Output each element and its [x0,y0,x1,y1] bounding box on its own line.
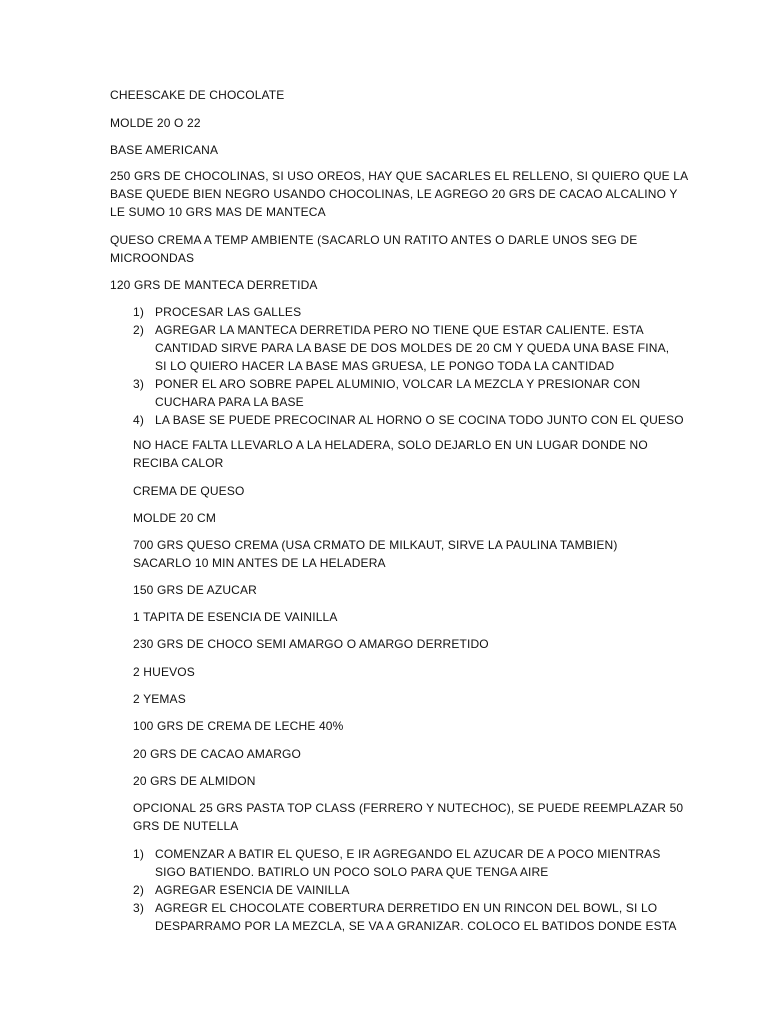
cream-steps-list [133,845,677,935]
cheese-temp-line: QUESO CREMA A TEMP AMBIENTE (SACARLO UN RATITO ANTES O DARLE UNOS SEG DE [110,233,638,247]
cheese-temp-paragraph [110,231,637,267]
cream-cheese-line: SACARLO 10 MIN ANTES DE LA HELADERA [133,556,386,570]
list-number: 3) [133,901,144,915]
list-item [133,881,677,899]
base-paragraph-line: 250 GRS DE CHOCOLINAS, SI USO OREOS, HAY QUE SACARLES EL RELLENO, SI QUIERO QUE LA [110,169,689,183]
list-item [133,411,684,429]
ingredient-line: 1 TAPITA DE ESENCIA DE VAINILLA [133,610,338,624]
base-steps-list [133,303,684,429]
list-item [133,845,677,881]
ingredient-line: 100 GRS DE CREMA DE LECHE 40% [133,719,344,733]
list-item-text: SI LO QUIERO HACER LA BASE MAS GRUESA, LE PONGO TODA LA CANTIDAD [155,359,615,373]
list-item-text: COMENZAR A BATIR EL QUESO, E IR AGREGANDO EL AZUCAR DE A POCO MIENTRAS [155,847,661,861]
list-item-text: SIGO BATIENDO. BATIRLO UN POCO SOLO PARA QUE TENGA AIRE [155,865,549,879]
list-item-text: PROCESAR LAS GALLES [155,305,302,319]
optional-paragraph [133,799,683,835]
base-heading: BASE AMERICANA [110,143,219,157]
optional-line: OPCIONAL 25 GRS PASTA TOP CLASS (FERRERO Y NUTECHOC), SE PUEDE REEMPLAZAR 50 [133,801,684,815]
butter-line: 120 GRS DE MANTECA DERRETIDA [110,278,318,292]
optional-line: GRS DE NUTELLA [133,819,239,833]
base-paragraph [110,167,688,221]
list-item-text: AGREGAR LA MANTECA DERRETIDA PERO NO TIENE QUE ESTAR CALIENTE. ESTA [155,323,644,337]
list-item [133,899,677,935]
list-item-text: AGREGAR ESENCIA DE VAINILLA [155,883,350,897]
list-item-text: PONER EL ARO SOBRE PAPEL ALUMINIO, VOLCAR LA MEZCLA Y PRESIONAR CON [155,377,641,391]
list-item [133,321,684,375]
list-item [133,303,684,321]
cream-cheese-line: 700 GRS QUESO CREMA (USA CRMATO DE MILKAUT, SIRVE LA PAULINA TAMBIEN) [133,538,618,552]
list-number: 1) [133,847,144,861]
list-number: 2) [133,323,144,337]
ingredient-line: 230 GRS DE CHOCO SEMI AMARGO O AMARGO DERRETIDO [133,637,489,651]
base-paragraph-line: LE SUMO 10 GRS MAS DE MANTECA [110,205,326,219]
list-number: 4) [133,413,144,427]
fridge-line: RECIBA CALOR [133,456,224,470]
fridge-line: NO HACE FALTA LLEVARLO A LA HELADERA, SOLO DEJARLO EN UN LUGAR DONDE NO [133,438,648,452]
cheese-temp-line: MICROONDAS [110,251,195,265]
list-item-text: DESPARRAMO POR LA MEZCLA, SE VA A GRANIZAR. COLOCO EL BATIDOS DONDE ESTA [155,919,677,933]
cream-heading: CREMA DE QUESO [133,484,245,498]
ingredient-line: 20 GRS DE ALMIDON [133,774,256,788]
list-item-text: CUCHARA PARA LA BASE [155,395,304,409]
ingredient-line: 2 YEMAS [133,692,186,706]
ingredient-line: 150 GRS DE AZUCAR [133,583,257,597]
cream-cheese-paragraph [133,536,617,572]
list-number: 2) [133,883,144,897]
mold-size-cream: MOLDE 20 CM [133,511,217,525]
list-number: 3) [133,377,144,391]
list-item-text: AGREGR EL CHOCOLATE COBERTURA DERRETIDO EN UN RINCON DEL BOWL, SI LO [155,901,658,915]
ingredient-line: 20 GRS DE CACAO AMARGO [133,747,302,761]
mold-size-base: MOLDE 20 O 22 [110,116,201,130]
recipe-title: CHEESCAKE DE CHOCOLATE [110,88,285,102]
fridge-paragraph [133,436,648,472]
list-item [133,375,684,411]
list-number: 1) [133,305,144,319]
ingredient-line: 2 HUEVOS [133,665,195,679]
list-item-text: LA BASE SE PUEDE PRECOCINAR AL HORNO O SE COCINA TODO JUNTO CON EL QUESO [155,413,684,427]
list-item-text: CANTIDAD SIRVE PARA LA BASE DE DOS MOLDES DE 20 CM Y QUEDA UNA BASE FINA, [155,341,670,355]
base-paragraph-line: BASE QUEDE BIEN NEGRO USANDO CHOCOLINAS, LE AGREGO 20 GRS DE CACAO ALCALINO Y [110,187,678,201]
